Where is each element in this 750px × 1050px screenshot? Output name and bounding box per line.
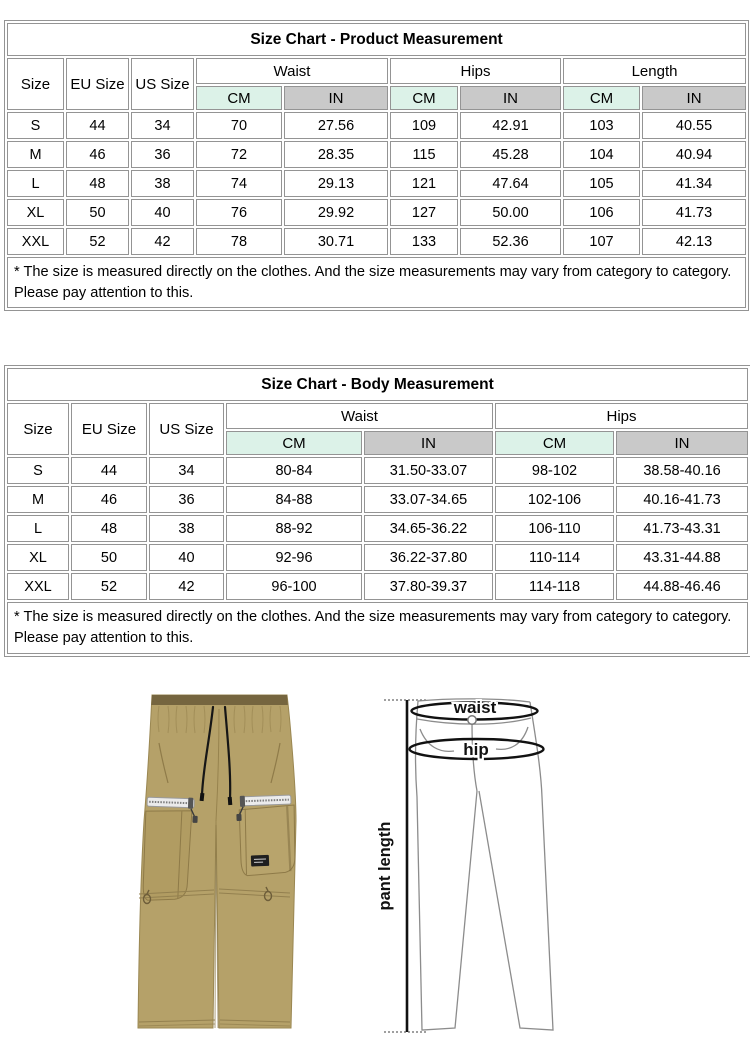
table-cell: 36 xyxy=(131,141,194,168)
table-cell: 133 xyxy=(390,228,458,255)
table-cell: 110-114 xyxy=(495,544,614,571)
group-header-waist: Waist xyxy=(226,403,493,429)
table-cell: L xyxy=(7,170,64,197)
unit-header-in: IN xyxy=(616,431,748,455)
table-cell: 44 xyxy=(71,457,147,484)
product-measurement-table xyxy=(4,20,749,311)
unit-header-cm: CM xyxy=(390,86,458,110)
table-row xyxy=(7,141,746,168)
table-cell: 29.13 xyxy=(284,170,388,197)
table-cell: 80-84 xyxy=(226,457,362,484)
table-cell: 43.31-44.88 xyxy=(616,544,748,571)
col-header-size: Size xyxy=(7,403,69,455)
unit-header-in: IN xyxy=(460,86,561,110)
table-cell: 74 xyxy=(196,170,282,197)
table-cell: 40 xyxy=(131,199,194,226)
table-cell: 30.71 xyxy=(284,228,388,255)
table-cell: 42 xyxy=(149,573,224,600)
table-cell: L xyxy=(7,515,69,542)
table-cell: M xyxy=(7,141,64,168)
table-cell: 106 xyxy=(563,199,640,226)
table-cell: 106-110 xyxy=(495,515,614,542)
table-cell: 34 xyxy=(149,457,224,484)
table-cell: 104 xyxy=(563,141,640,168)
table-cell: 102-106 xyxy=(495,486,614,513)
col-header-eu-size: EU Size xyxy=(71,403,147,455)
waistband xyxy=(151,695,288,705)
table-cell: 28.35 xyxy=(284,141,388,168)
table-row xyxy=(7,515,748,542)
table-row xyxy=(7,544,748,571)
table-cell: 46 xyxy=(66,141,129,168)
unit-header-cm: CM xyxy=(495,431,614,455)
table-row xyxy=(7,112,746,139)
table-cell: 107 xyxy=(563,228,640,255)
table-cell: 40.16-41.73 xyxy=(616,486,748,513)
body-measurement-table xyxy=(4,365,750,656)
table-cell: 45.28 xyxy=(460,141,561,168)
table-row xyxy=(7,199,746,226)
table-cell: 50 xyxy=(71,544,147,571)
group-header-hips: Hips xyxy=(390,58,561,84)
table-cell: 70 xyxy=(196,112,282,139)
col-header-us-size: US Size xyxy=(149,403,224,455)
table-cell: 33.07-34.65 xyxy=(364,486,493,513)
table-cell: 115 xyxy=(390,141,458,168)
table-cell: 42.91 xyxy=(460,112,561,139)
table-cell: 47.64 xyxy=(460,170,561,197)
table-cell: 98-102 xyxy=(495,457,614,484)
table-cell: 88-92 xyxy=(226,515,362,542)
table-cell: 36 xyxy=(149,486,224,513)
col-header-size: Size xyxy=(7,58,64,110)
unit-header-cm: CM xyxy=(563,86,640,110)
table-cell: S xyxy=(7,112,64,139)
pant-length-label: pant length xyxy=(376,821,394,911)
group-header-waist: Waist xyxy=(196,58,388,84)
table-cell: 52 xyxy=(66,228,129,255)
table-cell: XXL xyxy=(7,228,64,255)
table-cell: XL xyxy=(7,199,64,226)
unit-header-cm: CM xyxy=(196,86,282,110)
table-row xyxy=(7,573,748,600)
table-cell: 44 xyxy=(66,112,129,139)
table-cell: 36.22-37.80 xyxy=(364,544,493,571)
group-header-hips: Hips xyxy=(495,403,748,429)
table-cell: 105 xyxy=(563,170,640,197)
product-table-title: Size Chart - Product Measurement xyxy=(7,23,746,56)
table-cell: 42 xyxy=(131,228,194,255)
table-cell: 52 xyxy=(71,573,147,600)
table-cell: 96-100 xyxy=(226,573,362,600)
table-cell: 38 xyxy=(131,170,194,197)
table-cell: 42.13 xyxy=(642,228,746,255)
table-cell: 46 xyxy=(71,486,147,513)
table-cell: 34 xyxy=(131,112,194,139)
table-cell: 44.88-46.46 xyxy=(616,573,748,600)
table-cell: 92-96 xyxy=(226,544,362,571)
col-header-us-size: US Size xyxy=(131,58,194,110)
table-cell: XXL xyxy=(7,573,69,600)
table-cell: 38 xyxy=(149,515,224,542)
table-cell: S xyxy=(7,457,69,484)
table-cell: 84-88 xyxy=(226,486,362,513)
table-row xyxy=(7,486,748,513)
body-table-footnote: * The size is measured directly on the clothes. And the size measurements may vary from category to category. Please pay attention to this. xyxy=(7,602,748,653)
table-cell: 109 xyxy=(390,112,458,139)
table-cell: 41.34 xyxy=(642,170,746,197)
pants-measurement-diagram xyxy=(370,685,580,1050)
table-row xyxy=(7,228,746,255)
table-cell: 127 xyxy=(390,199,458,226)
table-cell: 114-118 xyxy=(495,573,614,600)
table-cell: M xyxy=(7,486,69,513)
col-header-eu-size: EU Size xyxy=(66,58,129,110)
group-header-length: Length xyxy=(563,58,746,84)
table-cell: 29.92 xyxy=(284,199,388,226)
table-cell: 78 xyxy=(196,228,282,255)
waist-button xyxy=(468,716,476,724)
unit-header-in: IN xyxy=(642,86,746,110)
table-cell: 50 xyxy=(66,199,129,226)
table-cell: 37.80-39.37 xyxy=(364,573,493,600)
table-cell: 40.94 xyxy=(642,141,746,168)
table-cell: XL xyxy=(7,544,69,571)
brand-label xyxy=(251,855,269,867)
table-cell: 48 xyxy=(71,515,147,542)
product-table-footnote: * The size is measured directly on the clothes. And the size measurements may vary from category to category. Please pay attention to this. xyxy=(7,257,746,308)
table-cell: 103 xyxy=(563,112,640,139)
table-cell: 72 xyxy=(196,141,282,168)
table-cell: 40.55 xyxy=(642,112,746,139)
table-cell: 52.36 xyxy=(460,228,561,255)
unit-header-cm: CM xyxy=(226,431,362,455)
table-cell: 50.00 xyxy=(460,199,561,226)
table-cell: 27.56 xyxy=(284,112,388,139)
table-cell: 41.73-43.31 xyxy=(616,515,748,542)
table-cell: 76 xyxy=(196,199,282,226)
unit-header-in: IN xyxy=(284,86,388,110)
unit-header-in: IN xyxy=(364,431,493,455)
table-cell: 48 xyxy=(66,170,129,197)
hip-label: hip xyxy=(463,739,489,759)
waist-label: waist xyxy=(453,697,497,717)
pants-photo xyxy=(135,685,305,1043)
table-row xyxy=(7,170,746,197)
table-cell: 34.65-36.22 xyxy=(364,515,493,542)
table-cell: 38.58-40.16 xyxy=(616,457,748,484)
figures-section xyxy=(0,685,750,1050)
table-cell: 41.73 xyxy=(642,199,746,226)
table-row xyxy=(7,457,748,484)
table-cell: 40 xyxy=(149,544,224,571)
table-cell: 31.50-33.07 xyxy=(364,457,493,484)
size-chart-page xyxy=(0,20,750,1020)
table-cell: 121 xyxy=(390,170,458,197)
body-table-title: Size Chart - Body Measurement xyxy=(7,368,748,401)
